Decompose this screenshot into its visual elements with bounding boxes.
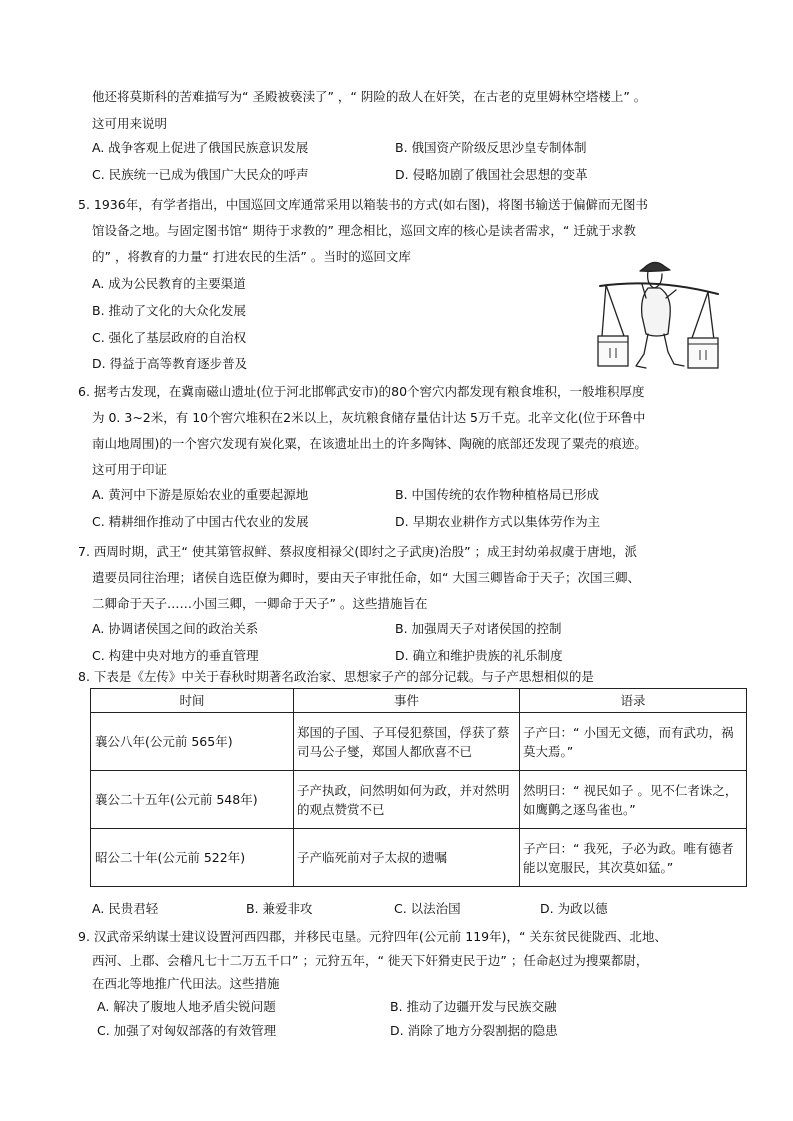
q6-option-a[interactable]: A. 黄河中下游是原始农业的重要起源地 bbox=[92, 487, 309, 502]
q4-option-c[interactable]: C. 民族统一已成为俄国广大民众的呼声 bbox=[92, 167, 309, 182]
q9-option-d[interactable]: D. 消除了地方分裂割据的隐患 bbox=[390, 1023, 558, 1038]
table-cell-time: 襄公八年(公元前 565年) bbox=[91, 713, 294, 771]
q5-stem-line1: 5. 1936年，有学者指出，中国巡回文库通常采用以箱装书的方式(如右图)，将图书输送于偏僻而无图书 bbox=[78, 197, 648, 212]
table-cell-quote: 子产曰：“ 我死，子必为政。唯有德者能以宽服民，其次莫如猛。” bbox=[520, 829, 747, 887]
q9-option-a[interactable]: A. 解决了腹地人地矛盾尖锐问题 bbox=[97, 999, 276, 1014]
q8-option-a[interactable]: A. 民贵君轻 bbox=[92, 901, 159, 916]
q6-stem-line1: 6. 据考古发现，在冀南磁山遗址(位于河北邯郸武安市)的80个窖穴内都发现有粮食堆积，一般堆积厚度 bbox=[78, 384, 645, 399]
q7-option-d[interactable]: D. 确立和维护贵族的礼乐制度 bbox=[395, 648, 563, 663]
table-cell-event: 子产执政，问然明如何为政，并对然明的观点赞赏不已 bbox=[294, 771, 520, 829]
q6-option-b[interactable]: B. 中国传统的农作物种植格局已形成 bbox=[395, 487, 600, 502]
table-header-row bbox=[91, 689, 747, 713]
q6-stem-line4: 这可用于印证 bbox=[92, 462, 168, 477]
table-cell-quote: 然明曰：“ 视民如子 。见不仁者诛之，如鹰鹯之逐鸟雀也。” bbox=[520, 771, 747, 829]
q8-option-b[interactable]: B. 兼爱非攻 bbox=[246, 901, 313, 916]
q8-option-c[interactable]: C. 以法治国 bbox=[394, 901, 461, 916]
q5-option-c[interactable]: C. 强化了基层政府的自治权 bbox=[92, 330, 247, 345]
q8-option-d[interactable]: D. 为政以德 bbox=[540, 901, 608, 916]
q7-stem-line2: 遣要员同往治理；诸侯自选臣僚为卿时，要由天子审批任命，如“ 大国三卿皆命于天子；次国三卿、 bbox=[92, 570, 640, 585]
q9-option-b[interactable]: B. 推动了边疆开发与民族交融 bbox=[390, 999, 557, 1014]
q6-option-c[interactable]: C. 精耕细作推动了中国古代农业的发展 bbox=[92, 514, 309, 529]
table-header-event: 事件 bbox=[294, 689, 520, 713]
table-header-quote: 语录 bbox=[520, 689, 747, 713]
table-header-time: 时间 bbox=[91, 689, 294, 713]
q7-stem-line3: 二卿命于天子……小国三卿，一卿命于天子” 。这些措施旨在 bbox=[92, 596, 428, 611]
table-cell-event: 郑国的子国、子耳侵犯蔡国，俘获了蔡司马公子燮，郑国人都欣喜不已 bbox=[294, 713, 520, 771]
q9-stem-line2: 西河、上郡、会稽凡七十二万五千口” ；元狩五年，“ 徙天下奸猾吏民于边” ；任命赵过为搜粟都尉， bbox=[92, 953, 649, 968]
q6-stem-line3: 南山地周围)的一个窖穴发现有炭化粟，在该遗址出土的许多陶钵、陶碗的底部还发现了粟壳的痕迹。 bbox=[92, 436, 647, 451]
q5-stem-line2: 馆设备之地。与固定图书馆“ 期待于求教的” 理念相比，巡回文库的核心是读者需求，“ 迁就于求教 bbox=[92, 223, 636, 238]
q6-stem-line2: 为 0. 3~2米，有 10个窖穴堆积在2米以上，灰坑粮食储存量估计达 5万千克。北辛文化(位于环鲁中 bbox=[92, 410, 646, 425]
q7-option-a[interactable]: A. 协调诸侯国之间的政治关系 bbox=[92, 621, 259, 636]
q6-option-d[interactable]: D. 早期农业耕作方式以集体劳作为主 bbox=[395, 514, 601, 529]
q8-stem-line1: 8. 下表是《左传》中关于春秋时期著名政治家、思想家子产的部分记载。与子产思想相似的是 bbox=[78, 669, 594, 684]
q5-option-a[interactable]: A. 成为公民教育的主要渠道 bbox=[92, 276, 246, 291]
q9-stem-line3: 在西北等地推广代田法。这些措施 bbox=[92, 976, 280, 991]
book-carrier-illustration bbox=[596, 254, 722, 376]
table-row bbox=[91, 771, 747, 829]
q5-stem-line3: 的” ，将教育的力量“ 打进农民的生活” 。当时的巡回文库 bbox=[92, 249, 411, 264]
q4-option-b[interactable]: B. 俄国资产阶级反思沙皇专制体制 bbox=[395, 140, 587, 155]
table-cell-time: 襄公二十五年(公元前 548年) bbox=[91, 771, 294, 829]
table-cell-event: 子产临死前对子太叔的遗嘱 bbox=[294, 829, 520, 887]
table-row bbox=[91, 829, 747, 887]
q4-option-a[interactable]: A. 战争客观上促进了俄国民族意识发展 bbox=[92, 140, 309, 155]
q4-option-d[interactable]: D. 侵略加剧了俄国社会思想的变革 bbox=[395, 167, 588, 182]
q4-stem-line1: 他还将莫斯科的苦难描写为“ 圣殿被亵渎了” ，“ 阴险的敌人在奸笑，在古老的克里姆林空塔楼上” 。 bbox=[92, 89, 647, 104]
table-cell-time: 昭公二十年(公元前 522年) bbox=[91, 829, 294, 887]
q5-option-b[interactable]: B. 推动了文化的大众化发展 bbox=[92, 303, 247, 318]
q4-stem-line2: 这可用来说明 bbox=[92, 116, 168, 131]
q7-stem-line1: 7. 西周时期，武王“ 使其第管叔鲜、蔡叔度相禄父(即纣之子武庚)治殷” ；成王封幼弟叔虞于唐地，派 bbox=[78, 544, 638, 559]
q7-option-c[interactable]: C. 构建中央对地方的垂直管理 bbox=[92, 648, 259, 663]
q9-option-c[interactable]: C. 加强了对匈奴部落的有效管理 bbox=[97, 1023, 277, 1038]
zichan-records-table bbox=[90, 688, 747, 887]
table-cell-quote: 子产曰：“ 小国无文德，而有武功，祸莫大焉。” bbox=[520, 713, 747, 771]
table-row bbox=[91, 713, 747, 771]
q5-option-d[interactable]: D. 得益于高等教育逐步普及 bbox=[92, 356, 248, 371]
q7-option-b[interactable]: B. 加强周天子对诸侯国的控制 bbox=[395, 621, 562, 636]
q9-stem-line1: 9. 汉武帝采纳谋士建议设置河西四郡，并移民屯垦。元狩四年(公元前 119年)，“ 关东贫民徙陇西、北地、 bbox=[78, 929, 667, 944]
